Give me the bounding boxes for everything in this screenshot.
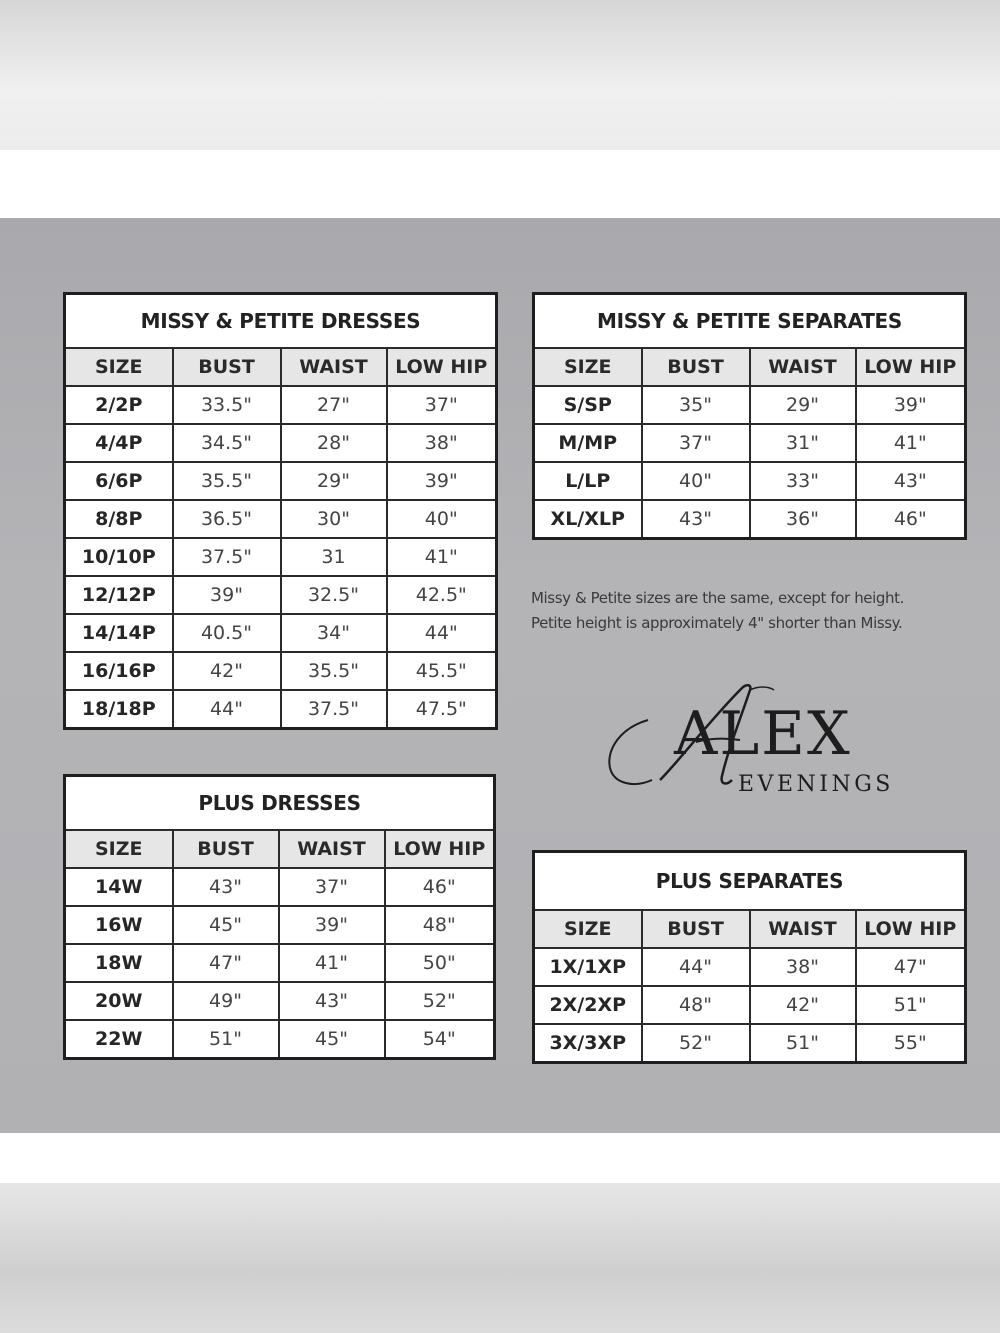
row-low-hip-cell: 54" [385, 1020, 495, 1058]
row-low-hip-cell: 39" [856, 386, 966, 424]
table-row [65, 500, 497, 538]
table-row [65, 462, 497, 500]
row-bust-cell: 43" [173, 868, 279, 906]
row-low-hip-cell: 44" [387, 614, 497, 652]
row-size-cell: 18/18P [65, 690, 173, 728]
row-low-hip-cell: 41" [856, 424, 966, 462]
table-title: PLUS SEPARATES [534, 852, 966, 911]
column-header-waist: WAIST [750, 910, 856, 948]
row-low-hip-cell: 52" [385, 982, 495, 1020]
row-size-cell: 1X/1XP [534, 948, 642, 986]
column-header-size: SIZE [65, 830, 173, 868]
row-bust-cell: 47" [173, 944, 279, 982]
table-row [65, 614, 497, 652]
row-low-hip-cell: 37" [387, 386, 497, 424]
row-bust-cell: 37.5" [173, 538, 281, 576]
missy-petite-separates-table [532, 292, 967, 540]
row-waist-cell: 43" [279, 982, 385, 1020]
bottom-background-band [0, 1183, 1000, 1333]
row-waist-cell: 37" [279, 868, 385, 906]
row-size-cell: 14W [65, 868, 173, 906]
row-low-hip-cell: 42.5" [387, 576, 497, 614]
row-bust-cell: 45" [173, 906, 279, 944]
column-header-bust: BUST [642, 910, 750, 948]
row-waist-cell: 34" [281, 614, 387, 652]
row-size-cell: 3X/3XP [534, 1024, 642, 1062]
row-size-cell: 16W [65, 906, 173, 944]
row-size-cell: M/MP [534, 424, 642, 462]
alex-evenings-logo [600, 680, 900, 800]
table-row [65, 944, 495, 982]
row-bust-cell: 39" [173, 576, 281, 614]
column-header-size: SIZE [534, 910, 642, 948]
row-bust-cell: 35.5" [173, 462, 281, 500]
column-header-bust: BUST [642, 348, 750, 386]
row-waist-cell: 29" [281, 462, 387, 500]
row-waist-cell: 33" [750, 462, 856, 500]
table-title: PLUS DRESSES [65, 776, 495, 831]
table-row [65, 424, 497, 462]
plus-separates-table [532, 850, 967, 1064]
row-bust-cell: 37" [642, 424, 750, 462]
row-size-cell: XL/XLP [534, 500, 642, 538]
row-low-hip-cell: 50" [385, 944, 495, 982]
column-header-low-hip: LOW HIP [856, 348, 966, 386]
row-low-hip-cell: 55" [856, 1024, 966, 1062]
table-row [534, 948, 966, 986]
row-waist-cell: 38" [750, 948, 856, 986]
row-waist-cell: 36" [750, 500, 856, 538]
column-header-waist: WAIST [279, 830, 385, 868]
table-row [534, 462, 966, 500]
row-waist-cell: 41" [279, 944, 385, 982]
row-low-hip-cell: 40" [387, 500, 497, 538]
table-row [65, 1020, 495, 1058]
logo-wordmark: ALEX [674, 699, 852, 769]
top-background-band [0, 0, 1000, 150]
row-size-cell: 10/10P [65, 538, 173, 576]
row-waist-cell: 37.5" [281, 690, 387, 728]
row-waist-cell: 35.5" [281, 652, 387, 690]
row-size-cell: S/SP [534, 386, 642, 424]
row-size-cell: 22W [65, 1020, 173, 1058]
row-low-hip-cell: 46" [385, 868, 495, 906]
table-row [65, 906, 495, 944]
row-waist-cell: 42" [750, 986, 856, 1024]
column-header-size: SIZE [65, 348, 173, 386]
table-row [534, 424, 966, 462]
row-size-cell: 2/2P [65, 386, 173, 424]
row-waist-cell: 30" [281, 500, 387, 538]
row-bust-cell: 40" [642, 462, 750, 500]
row-waist-cell: 29" [750, 386, 856, 424]
row-bust-cell: 48" [642, 986, 750, 1024]
table-row [65, 538, 497, 576]
petite-height-note [531, 586, 981, 636]
row-size-cell: 18W [65, 944, 173, 982]
row-size-cell: 4/4P [65, 424, 173, 462]
row-low-hip-cell: 41" [387, 538, 497, 576]
row-low-hip-cell: 47.5" [387, 690, 497, 728]
row-size-cell: 20W [65, 982, 173, 1020]
row-bust-cell: 44" [642, 948, 750, 986]
column-header-size: SIZE [534, 348, 642, 386]
table-row [65, 690, 497, 728]
note-line-2: Petite height is approximately 4" shorter than Missy. [531, 614, 903, 632]
row-size-cell: 16/16P [65, 652, 173, 690]
table-row [65, 868, 495, 906]
table-row [65, 982, 495, 1020]
row-waist-cell: 27" [281, 386, 387, 424]
row-waist-cell: 28" [281, 424, 387, 462]
row-waist-cell: 31 [281, 538, 387, 576]
column-header-waist: WAIST [750, 348, 856, 386]
row-bust-cell: 51" [173, 1020, 279, 1058]
row-size-cell: L/LP [534, 462, 642, 500]
row-size-cell: 14/14P [65, 614, 173, 652]
table-row [534, 1024, 966, 1062]
table-title: MISSY & PETITE DRESSES [65, 294, 497, 349]
row-bust-cell: 44" [173, 690, 281, 728]
column-header-waist: WAIST [281, 348, 387, 386]
column-header-bust: BUST [173, 348, 281, 386]
row-bust-cell: 33.5" [173, 386, 281, 424]
table-title: MISSY & PETITE SEPARATES [534, 294, 966, 349]
row-bust-cell: 49" [173, 982, 279, 1020]
row-low-hip-cell: 43" [856, 462, 966, 500]
row-bust-cell: 52" [642, 1024, 750, 1062]
row-waist-cell: 31" [750, 424, 856, 462]
row-bust-cell: 42" [173, 652, 281, 690]
row-low-hip-cell: 48" [385, 906, 495, 944]
column-header-bust: BUST [173, 830, 279, 868]
row-low-hip-cell: 46" [856, 500, 966, 538]
row-bust-cell: 34.5" [173, 424, 281, 462]
row-size-cell: 6/6P [65, 462, 173, 500]
row-low-hip-cell: 47" [856, 948, 966, 986]
missy-petite-dresses-table [63, 292, 498, 730]
plus-dresses-table [63, 774, 496, 1060]
logo-subtitle: EVENINGS [738, 772, 894, 797]
row-bust-cell: 35" [642, 386, 750, 424]
note-line-1: Missy & Petite sizes are the same, except for height. [531, 589, 904, 607]
row-size-cell: 12/12P [65, 576, 173, 614]
row-low-hip-cell: 45.5" [387, 652, 497, 690]
row-low-hip-cell: 51" [856, 986, 966, 1024]
table-row [65, 576, 497, 614]
row-waist-cell: 45" [279, 1020, 385, 1058]
row-bust-cell: 40.5" [173, 614, 281, 652]
row-bust-cell: 36.5" [173, 500, 281, 538]
table-row [65, 386, 497, 424]
row-waist-cell: 32.5" [281, 576, 387, 614]
row-waist-cell: 39" [279, 906, 385, 944]
table-row [534, 386, 966, 424]
row-size-cell: 8/8P [65, 500, 173, 538]
row-waist-cell: 51" [750, 1024, 856, 1062]
column-header-low-hip: LOW HIP [856, 910, 966, 948]
row-bust-cell: 43" [642, 500, 750, 538]
row-low-hip-cell: 39" [387, 462, 497, 500]
table-row [534, 500, 966, 538]
row-size-cell: 2X/2XP [534, 986, 642, 1024]
column-header-low-hip: LOW HIP [387, 348, 497, 386]
column-header-low-hip: LOW HIP [385, 830, 495, 868]
row-low-hip-cell: 38" [387, 424, 497, 462]
table-row [534, 986, 966, 1024]
table-row [65, 652, 497, 690]
